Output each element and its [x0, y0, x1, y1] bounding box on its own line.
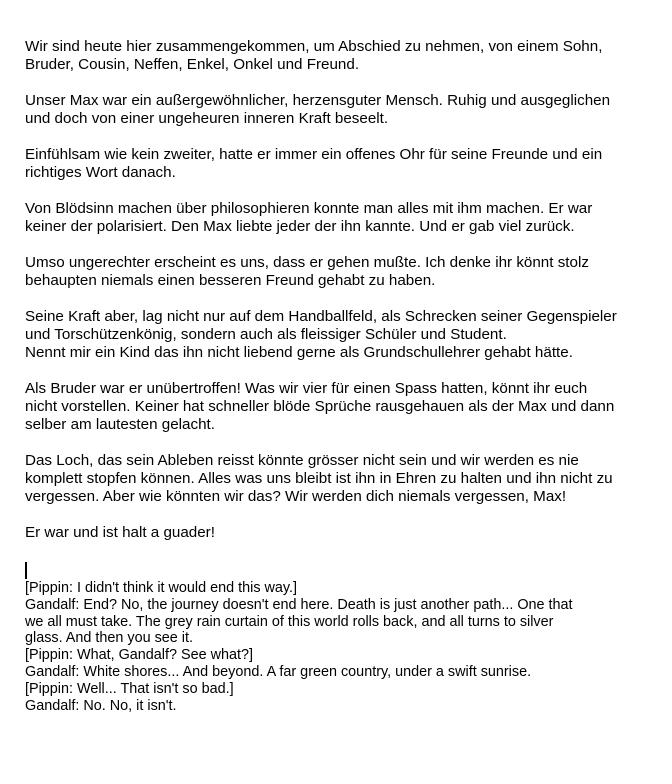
cursor-line[interactable] — [25, 560, 660, 580]
paragraph-fun: Von Blödsinn machen über philosophieren konnte man alles mit ihm machen. Er war keiner der polarisiert. Den Max liebte jeder der ihn kannte. Und er gab viel zurück. — [25, 200, 593, 235]
paragraph-closing: Er war und ist halt a guader! — [25, 524, 215, 541]
dialogue-line: [Pippin: I didn't think it would end this way.] — [25, 580, 298, 596]
paragraph-brother: Als Bruder war er unübertroffen! Was wir vier für einen Spass hatten, könnt ihr euch nicht vorstellen. Keiner hat schneller blöde Sprüche rausgehauen als der Max und dann selber am lautesten gelacht. — [25, 380, 615, 433]
paragraph-empathy: Einfühlsam wie kein zweiter, hatte er immer ein offenes Ohr für seine Freunde und ein richtiges Wort danach. — [25, 146, 603, 181]
paragraph-farewell-intro: Wir sind heute hier zusammengekommen, um Abschied zu nehmen, von einem Sohn, Bruder, Cousin, Neffen, Enkel, Onkel und Freund. — [25, 38, 603, 73]
paragraph-injustice: Umso ungerechter erscheint es uns, dass er gehen mußte. Ich denke ihr könnt stolz behaupten niemals einen besseren Freund gehabt zu haben. — [25, 254, 589, 289]
dialogue-line: Gandalf: End? No, the journey doesn't end here. Death is just another path... One that we all must take. The grey rain curtain of this world rolls back, and all turns to silver glass. And then you see it. — [25, 596, 573, 647]
paragraph-loss: Das Loch, das sein Ableben reisst könnte grösser nicht sein und wir werden es nie komplett stopfen können. Alles was uns bleibt ist ihn in Ehren zu halten und ihn nicht zu vergessen. Aber wie könnten wir das? Wir werden dich niemals vergessen, Max! — [25, 452, 613, 505]
dialogue-line: Gandalf: White shores... And beyond. A far green country, under a swift sunrise. — [25, 663, 532, 680]
text-cursor — [25, 562, 27, 579]
dialogue-line: [Pippin: What, Gandalf? See what?] — [25, 647, 253, 664]
empty-line — [25, 542, 660, 560]
dialogue-line: Gandalf: No. No, it isn't. — [25, 697, 177, 714]
paragraph-character: Unser Max war ein außergewöhnlicher, herzensguter Mensch. Ruhig und ausgeglichen und doch von einer ungeheuren inneren Kraft beseelt. — [25, 92, 611, 127]
document-body[interactable] — [25, 38, 660, 714]
quote-dialogue — [25, 580, 660, 714]
dialogue-line: [Pippin: Well... That isn't so bad.] — [25, 680, 234, 697]
paragraph-strength: Seine Kraft aber, lag nicht nur auf dem Handballfeld, als Schrecken seiner Gegenspieler und Torschützenkönig, sondern auch als fleissiger Schüler und Student. Nennt mir ein Kind das ihn nicht liebend gerne als Grundschullehrer gehabt hätte. — [25, 308, 617, 361]
